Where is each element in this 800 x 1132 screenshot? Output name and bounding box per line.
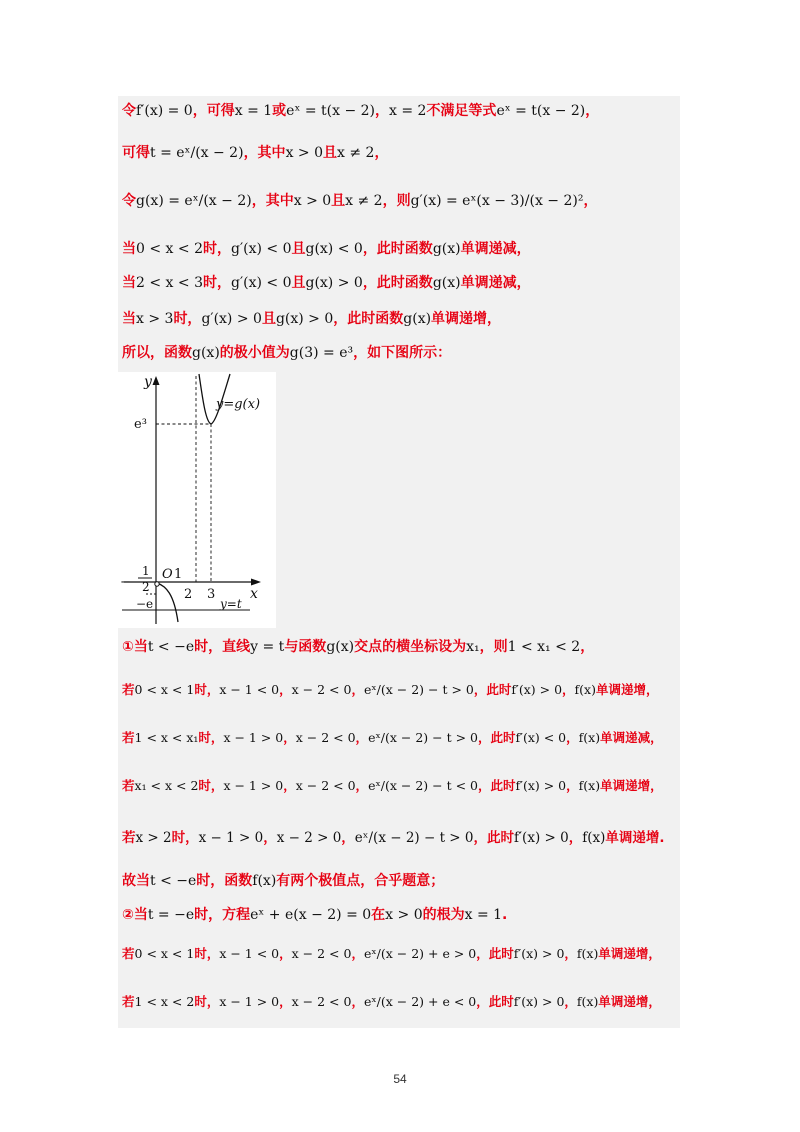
math-expression: x₁ < x < 2 [134, 778, 199, 793]
text-run: 若 [122, 994, 135, 1009]
text-run: 当 [122, 311, 136, 327]
y-axis-arrow [153, 376, 160, 385]
solution-line [122, 342, 451, 362]
math-expression: x = 1 [464, 907, 503, 923]
text-run: 若 [122, 946, 135, 961]
curve-label: y=g(x) [216, 397, 261, 412]
math-expression: x − 1 > 0 [219, 994, 280, 1009]
text-run: 当 [122, 241, 136, 257]
text-run: 当 [122, 275, 136, 291]
text-run: 有两个极值点，合乎题意； [276, 873, 445, 889]
math-expression: t < −e [150, 873, 197, 889]
text-run: ， [355, 778, 369, 793]
math-expression: t = eˣ/(x − 2) [150, 145, 244, 161]
text-run: 不满足等式 [426, 103, 497, 119]
text-run: 时， [173, 311, 202, 327]
text-run: ，此时 [476, 946, 514, 961]
text-run: ，则 [479, 639, 508, 655]
text-run: 单调递减， [460, 241, 531, 257]
math-expression: x − 1 < 0 [219, 946, 280, 961]
text-run: 的根为 [422, 907, 465, 923]
math-expression: f(x) [252, 873, 277, 889]
math-expression: g(x) [403, 311, 432, 327]
text-run: 交点的横坐标设为 [354, 639, 467, 655]
math-expression: f(x) [578, 778, 601, 793]
math-expression: 0 < x < 2 [136, 241, 203, 257]
text-run: 时， [194, 682, 220, 697]
math-expression: g′(x) > 0 [201, 311, 262, 327]
solution-line [122, 190, 597, 210]
math-expression: eˣ/(x − 2) + e < 0 [363, 994, 477, 1009]
text-run: 且 [291, 275, 306, 291]
math-expression: f′(x) > 0 [515, 778, 567, 793]
math-expression: 2 < x < 3 [136, 275, 203, 291]
text-run: 时，直线 [194, 639, 251, 655]
math-expression: g(x) > 0 [275, 311, 334, 327]
solution-line [122, 992, 661, 1010]
text-run: 时， [202, 275, 231, 291]
math-expression: g(x) = eˣ/(x − 2) [136, 193, 252, 209]
solution-line [122, 680, 659, 698]
math-expression: f′(x) > 0 [511, 682, 563, 697]
text-run: ， [283, 730, 296, 745]
text-run: ，此时函数 [362, 241, 433, 257]
text-run: 时， [202, 241, 231, 257]
text-run: 时， [198, 730, 224, 745]
solution-line [122, 728, 663, 746]
origin-label: O [162, 567, 173, 582]
text-run: 单调递增， [598, 946, 661, 961]
math-expression: x ≠ 2 [337, 145, 375, 161]
text-run: 所以，函数 [122, 345, 192, 361]
text-run: 单调递增， [600, 778, 663, 793]
text-run: 时， [194, 946, 220, 961]
text-run: 且 [323, 145, 337, 161]
math-expression: eˣ/(x − 2) − t < 0 [368, 778, 478, 793]
text-run: ，此时 [477, 730, 516, 745]
text-run: 令 [122, 193, 136, 209]
math-expression: f(x) [576, 946, 599, 961]
text-run: 且 [331, 193, 346, 209]
math-expression: x = 2 [389, 103, 427, 119]
text-run: ， [568, 830, 583, 846]
math-expression: eˣ + e(x − 2) = 0 [250, 907, 372, 923]
text-run: ，如下图所示： [353, 345, 452, 361]
math-expression: x > 0 [285, 145, 323, 161]
text-run: 可得 [122, 145, 150, 161]
math-expression: x − 2 < 0 [291, 994, 352, 1009]
x-axis-label: x [250, 586, 258, 602]
math-expression: x − 2 < 0 [295, 778, 356, 793]
math-expression: g′(x) < 0 [230, 275, 292, 291]
text-run: 且 [291, 241, 306, 257]
math-expression: x > 0 [385, 907, 423, 923]
solution-line [122, 904, 507, 924]
text-run: ， [351, 946, 364, 961]
text-run: 或 [272, 103, 287, 119]
math-expression: 0 < x < 1 [134, 682, 195, 697]
text-run: ， [580, 639, 595, 655]
math-expression: x − 1 > 0 [223, 778, 284, 793]
text-run: 时， [198, 778, 224, 793]
text-run: 单调递减， [600, 730, 663, 745]
math-expression: x = 1 [234, 103, 273, 119]
math-expression: x > 3 [136, 311, 174, 327]
text-run: ， [583, 193, 598, 209]
solution-line [122, 776, 663, 794]
text-run: ， [564, 946, 577, 961]
math-expression: x − 2 < 0 [291, 946, 352, 961]
line-y-equals-t-label: y=t [220, 597, 242, 611]
text-run: ， [585, 103, 600, 119]
tick-1-label: 1 [174, 567, 183, 582]
text-run: 单调递增， [598, 994, 661, 1009]
solution-line [122, 308, 501, 328]
math-expression: f(x) [574, 682, 596, 697]
text-run: 时，函数 [196, 873, 253, 889]
math-expression: t < −e [147, 639, 195, 655]
math-expression: eˣ/(x − 2) − t > 0 [354, 830, 474, 846]
text-run: ， [279, 682, 292, 697]
text-run: ， [564, 994, 577, 1009]
math-expression: eˣ/(x − 2) − t > 0 [368, 730, 478, 745]
text-run: ， [351, 682, 364, 697]
neg-e-label: −e [136, 597, 154, 611]
neg-half-denominator: 2 [142, 580, 150, 594]
text-run: 单调递增. [605, 830, 665, 846]
text-run: ，此时 [476, 994, 514, 1009]
text-run: ， [283, 778, 296, 793]
text-run: ， [566, 730, 579, 745]
text-run: ， [562, 682, 575, 697]
neg-half-numerator: 1 [142, 564, 150, 578]
text-run: ， [351, 994, 364, 1009]
tick-2-label: 2 [184, 587, 193, 602]
math-expression: 0 < x < 1 [134, 946, 195, 961]
math-expression: eˣ/(x − 2) + e > 0 [363, 946, 477, 961]
text-run: 单调递减， [460, 275, 531, 291]
math-expression: eˣ = t(x − 2) [496, 103, 586, 119]
math-expression: x ≠ 2 [345, 193, 383, 209]
math-expression: g(x) < 0 [305, 241, 363, 257]
text-run: 时， [171, 830, 199, 846]
math-expression: x > 2 [135, 830, 172, 846]
math-expression: x − 2 < 0 [291, 682, 352, 697]
text-run: 的极小值为 [219, 345, 290, 361]
text-run: 时，方程 [194, 907, 251, 923]
text-run: ，此时 [473, 682, 512, 697]
text-run: . [502, 907, 508, 923]
text-run: ，此时函数 [362, 275, 433, 291]
text-run: ，其中 [251, 193, 294, 209]
text-run: 若 [122, 830, 136, 846]
text-run: 令 [122, 103, 136, 119]
solution-line [122, 100, 599, 120]
text-run: ，此时 [473, 830, 514, 846]
function-graph [118, 372, 276, 628]
text-run: ②当 [122, 907, 148, 923]
solution-line [122, 870, 444, 890]
math-expression: g(x) [432, 275, 461, 291]
math-expression: x₁ [466, 639, 480, 655]
math-expression: g′(x) = eˣ(x − 3)/(x − 2)² [410, 193, 584, 209]
math-expression: g(3) = e³ [289, 345, 354, 361]
text-run: ， [375, 103, 389, 119]
math-expression: eˣ = t(x − 2) [286, 103, 375, 119]
math-expression: x − 2 > 0 [276, 830, 342, 846]
text-run: ，此时 [477, 778, 516, 793]
text-run: 故当 [122, 873, 150, 889]
solution-line [122, 636, 594, 656]
solution-line [122, 272, 531, 292]
text-run: 若 [122, 730, 135, 745]
text-run: ， [279, 946, 292, 961]
math-expression: x − 1 < 0 [219, 682, 280, 697]
y-axis-label: y [144, 374, 152, 390]
math-expression: x − 1 > 0 [198, 830, 264, 846]
solution-line [122, 826, 665, 846]
tick-3-label: 3 [207, 587, 216, 602]
text-run: 若 [122, 682, 135, 697]
text-run: ， [263, 830, 277, 846]
solution-line [122, 238, 531, 258]
math-expression: f′(x) = 0 [136, 103, 193, 119]
math-expression: 1 < x₁ < 2 [507, 639, 581, 655]
text-run: ， [374, 145, 389, 161]
math-expression: f(x) [578, 730, 601, 745]
text-run: 时， [194, 994, 220, 1009]
math-expression: eˣ/(x − 2) − t > 0 [363, 682, 474, 697]
solution-line [122, 944, 661, 962]
math-expression: f′(x) > 0 [514, 830, 569, 846]
math-expression: f′(x) > 0 [513, 946, 565, 961]
text-run: ， [355, 730, 369, 745]
text-run: ，则 [382, 193, 411, 209]
math-expression: g′(x) < 0 [230, 241, 292, 257]
math-expression: g(x) [326, 639, 355, 655]
math-expression: 1 < x < x₁ [134, 730, 199, 745]
text-run: ，其中 [243, 145, 286, 161]
math-expression: g(x) > 0 [305, 275, 363, 291]
math-expression: g(x) [192, 345, 220, 361]
text-run: 在 [371, 907, 386, 923]
math-expression: x − 1 > 0 [223, 730, 284, 745]
text-run: ， [279, 994, 292, 1009]
graph-svg [118, 372, 276, 628]
text-run: ， [341, 830, 355, 846]
math-expression: t = −e [147, 907, 195, 923]
math-expression: 1 < x < 2 [134, 994, 195, 1009]
text-run: ，可得 [192, 103, 235, 119]
text-run: 与函数 [284, 639, 327, 655]
neg-half-sign: − [120, 575, 131, 590]
math-expression: f′(x) > 0 [513, 994, 565, 1009]
math-expression: f′(x) < 0 [515, 730, 567, 745]
text-run: ，此时函数 [333, 311, 404, 327]
page-number: 54 [393, 1072, 407, 1086]
text-run: 若 [122, 778, 135, 793]
text-run: ， [566, 778, 579, 793]
e3-label: e³ [134, 417, 147, 432]
solution-line [122, 142, 388, 162]
text-run: 单调递增， [595, 682, 659, 697]
open-point [155, 582, 159, 586]
text-run: 单调递增， [431, 311, 502, 327]
math-expression: x − 2 < 0 [295, 730, 356, 745]
x-axis-arrow [251, 579, 261, 586]
math-expression: y = t [250, 639, 285, 655]
text-run: 且 [261, 311, 276, 327]
math-expression: f(x) [582, 830, 606, 846]
math-expression: f(x) [576, 994, 599, 1009]
math-expression: g(x) [432, 241, 461, 257]
curve-left-branch [157, 583, 178, 622]
math-expression: x > 0 [293, 193, 332, 209]
text-run: ①当 [122, 639, 148, 655]
